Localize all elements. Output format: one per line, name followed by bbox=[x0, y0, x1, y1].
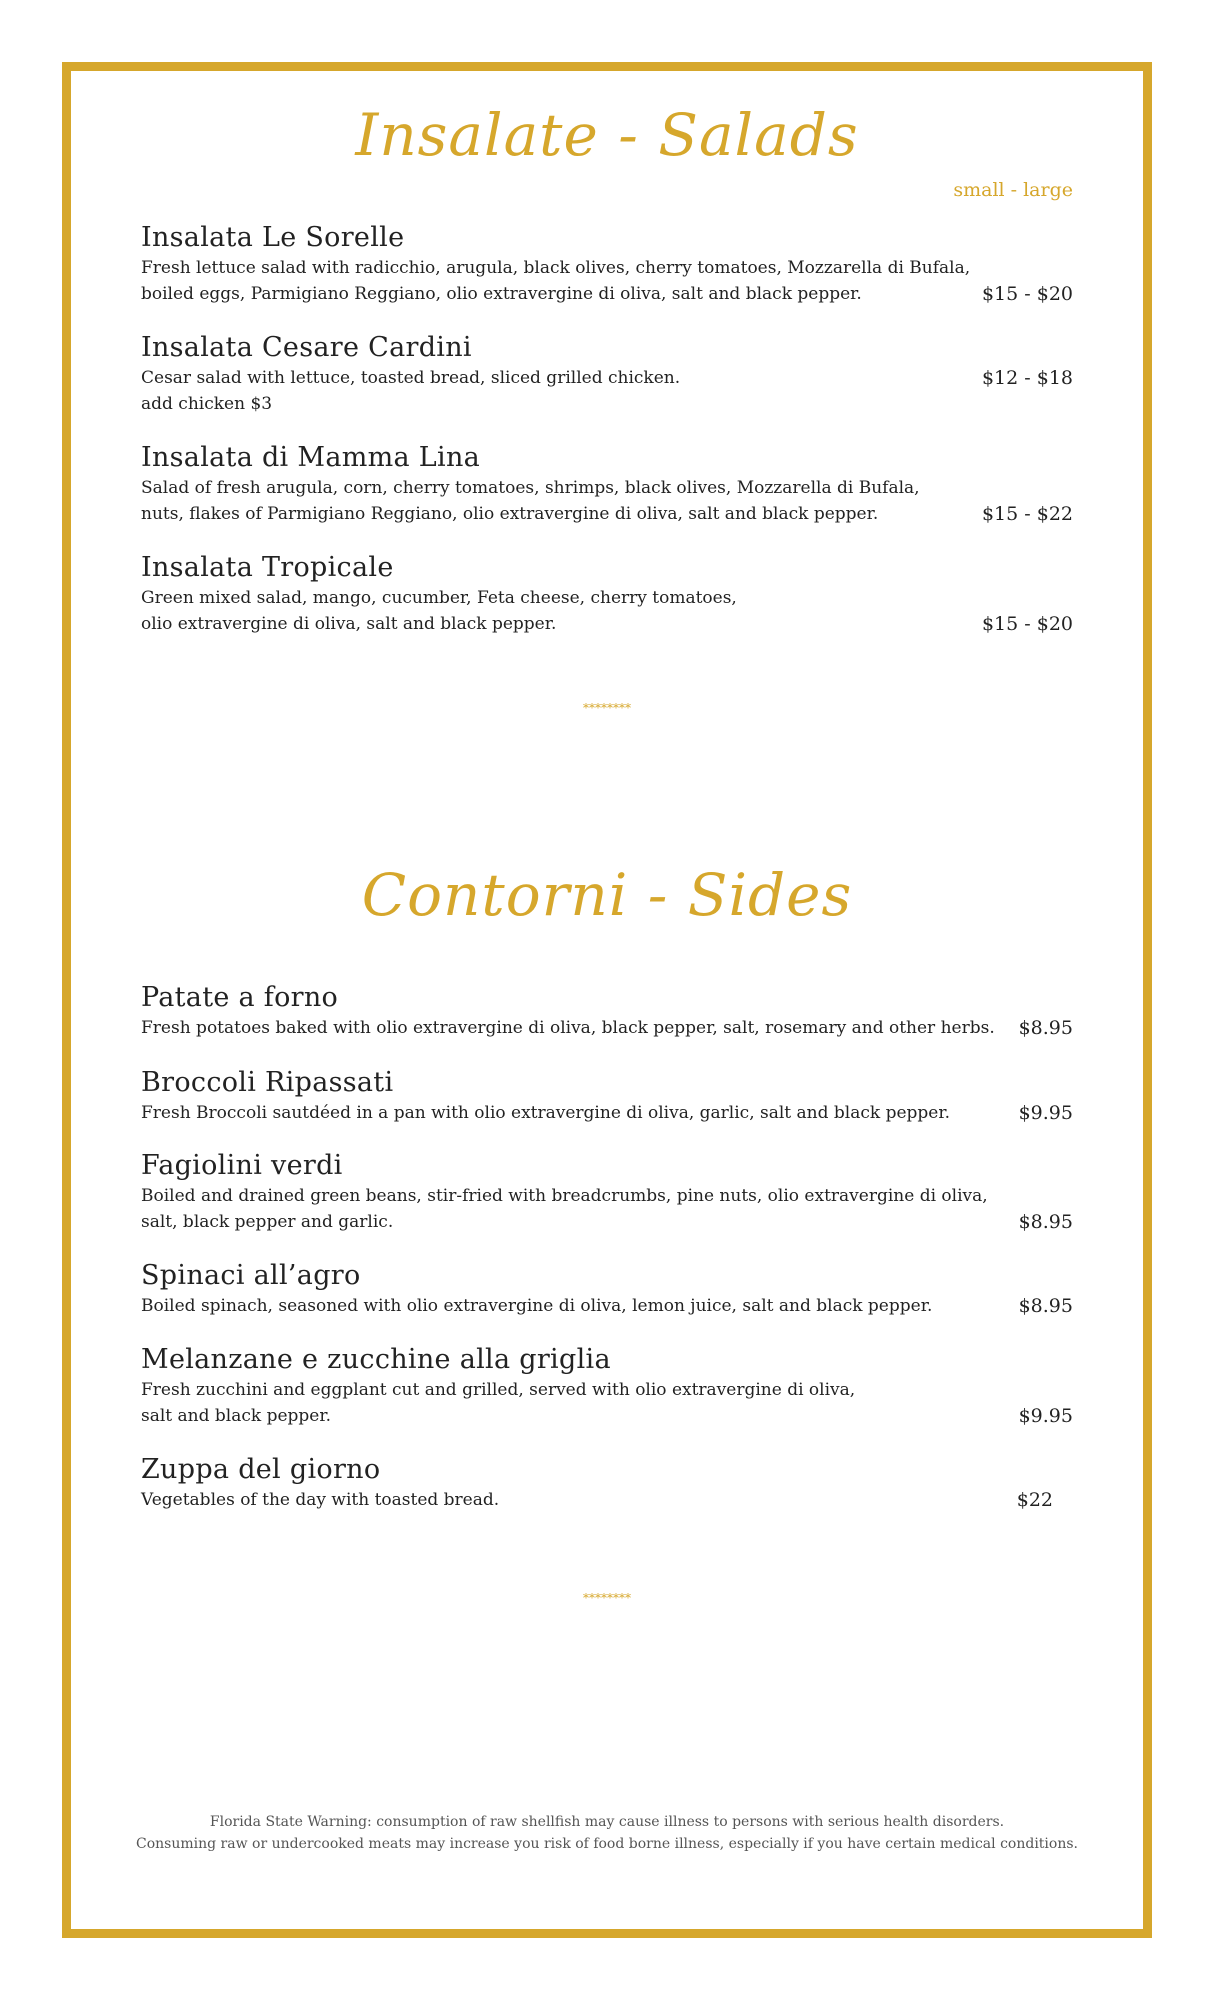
item-description: Green mixed salad, mango, cucumber, Feta cheese, cherry tomatoes, olio extravergine di oliva, salt and black pepper. bbox=[141, 588, 737, 634]
menu-item bbox=[141, 1259, 1073, 1319]
warning-line: Consuming raw or undercooked meats may increase you risk of food borne illness, especially if you have certain medical conditions. bbox=[136, 1836, 1078, 1852]
item-description: Fresh zucchini and eggplant cut and grilled, served with olio extravergine di oliva, salt and black pepper. bbox=[141, 1380, 856, 1426]
item-name: Melanzane e zucchine alla griglia bbox=[141, 1344, 611, 1375]
warning-line: Florida State Warning: consumption of raw shellfish may cause illness to persons with serious health disorders. bbox=[209, 1814, 1005, 1830]
item-name: Fagiolini verdi bbox=[141, 1150, 343, 1181]
menu-item bbox=[141, 981, 1073, 1041]
item-name: Insalata Tropicale bbox=[141, 552, 394, 583]
item-description: Cesar salad with lettuce, toasted bread, sliced grilled chicken. add chicken $3 bbox=[141, 368, 681, 414]
menu-frame bbox=[62, 62, 1152, 1938]
item-price: $9.95 bbox=[1018, 1405, 1073, 1427]
section-divider: ******** bbox=[583, 701, 631, 715]
menu-item bbox=[141, 551, 1073, 637]
item-name: Patate a forno bbox=[141, 982, 339, 1013]
item-name: Insalata di Mamma Lina bbox=[141, 442, 481, 473]
item-price: $22 bbox=[1016, 1489, 1053, 1511]
item-price: $8.95 bbox=[1018, 1017, 1073, 1039]
item-name: Insalata Cesare Cardini bbox=[141, 332, 472, 363]
item-description: Vegetables of the day with toasted bread. bbox=[141, 1490, 500, 1510]
item-name: Broccoli Ripassati bbox=[141, 1067, 394, 1098]
item-price: $9.95 bbox=[1018, 1102, 1073, 1124]
item-price: $8.95 bbox=[1018, 1295, 1073, 1317]
item-price: $15 - $20 bbox=[981, 283, 1073, 305]
item-price: $12 - $18 bbox=[981, 367, 1073, 389]
section-divider: ******** bbox=[583, 1591, 631, 1605]
item-description: Fresh lettuce salad with radicchio, arugula, black olives, cherry tomatoes, Mozzarella di Bufala, boiled eggs, Parmigiano Reggiano, olio extravergine di oliva, salt and black pepper. bbox=[141, 258, 971, 304]
size-note: small - large bbox=[953, 179, 1073, 201]
menu-item bbox=[141, 1149, 1073, 1235]
menu-item bbox=[141, 331, 1073, 417]
item-description: Fresh potatoes baked with olio extravergine di oliva, black pepper, salt, rosemary and other herbs. bbox=[141, 1018, 995, 1038]
item-description: Boiled and drained green beans, stir-fried with breadcrumbs, pine nuts, olio extravergine di oliva, salt, black pepper and garlic. bbox=[141, 1186, 988, 1232]
health-warning bbox=[71, 1811, 1143, 1855]
item-description: Salad of fresh arugula, corn, cherry tomatoes, shrimps, black olives, Mozzarella di Bufala, nuts, flakes of Parmigiano Reggiano, olio extravergine di oliva, salt and black pepper. bbox=[141, 478, 920, 524]
item-description: Fresh Broccoli sautdéed in a pan with olio extravergine di oliva, garlic, salt and black pepper. bbox=[141, 1103, 951, 1123]
item-price: $15 - $20 bbox=[981, 613, 1073, 635]
item-price: $15 - $22 bbox=[981, 503, 1073, 525]
menu-item bbox=[141, 1343, 1073, 1429]
menu-item bbox=[141, 1453, 1073, 1513]
item-name: Insalata Le Sorelle bbox=[141, 222, 405, 253]
menu-item bbox=[141, 441, 1073, 527]
item-description: Boiled spinach, seasoned with olio extravergine di oliva, lemon juice, salt and black pepper. bbox=[141, 1296, 933, 1316]
sides-title: Contorni - Sides bbox=[361, 861, 853, 929]
salads-title: Insalate - Salads bbox=[355, 101, 859, 169]
menu-item bbox=[141, 221, 1073, 307]
item-price: $8.95 bbox=[1018, 1211, 1073, 1233]
item-name: Zuppa del giorno bbox=[141, 1454, 381, 1485]
menu-item bbox=[141, 1066, 1073, 1126]
item-name: Spinaci all’agro bbox=[141, 1260, 361, 1291]
